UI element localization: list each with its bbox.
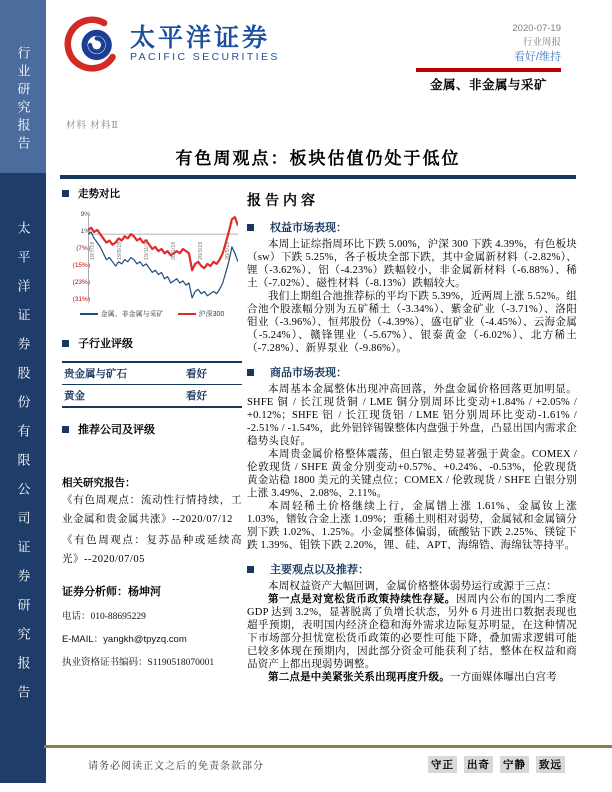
report-date: 2020-07-19 [512,23,561,34]
y-tick: (15%) [72,262,90,269]
footer-motto [428,756,565,773]
breadcrumb: 材料 材料Ⅱ [66,121,119,131]
table-row [62,384,242,406]
motto-word: 致远 [536,756,565,773]
paragraph: 本周上证综指周环比下跌 5.00%，沪深 300 下跌 4.39%，有色板块（sw）下跌 5.25%，各子板块全部下跌，其中金属新材料（-2.82%）、锂（-3.62%）、铝（-4.23%）跌幅较小，非金属新材料（-6.88%）、稀土（-7.02%）、磁性材料（-8.13%）跌幅较大。 [247,239,577,289]
related-reports-heading: 相关研究报告： [62,478,136,489]
y-tick: (7%) [76,245,90,252]
subsector-rating: 看好 [186,369,207,380]
paragraph: 我们上期组合池推荐标的平均下跌 5.39%，近两周上涨 5.52%。组合池个股涨幅分别为五矿稀土（-3.34%）、紫金矿业（-3.71%）、洛阳钼业（-3.96%）、恒邦股份（-4.39%）、盛屯矿业（-4.45%）、云海金属（-5.24%）、赣锋锂业（-5.67%）、银泰黄金（-6.02%）、北方稀土（-7.28%）、新界泵业（-9.86%）。 [247,291,577,354]
related-report-item: 《有色周观点：流动性行情持续，工业金属和贵金属共涨》--2020/07/12 [62,495,242,525]
paragraph: 本周贵金属价格整体震荡，但白银走势显著强于黄金。COMEX / 伦敦现货 / SHFE 黄金分别变动+0.57%、+0.24%、-0.53%，伦敦现货黄金站稳 1800 美元的关键点位；COMEX / 伦敦现货 / SHFE 白银分别上涨 3.49%、2.08%、2.11%。 [247,449,577,499]
sub-rating-heading: 子行业评级 [62,335,242,351]
square-bullet-icon [62,340,69,347]
chart-legend [62,309,242,319]
legend-swatch-hs300 [178,313,196,315]
motto-word: 出奇 [464,756,493,773]
page-title: 有色周观点：板块估值仍处于低位 [175,149,461,168]
square-bullet-icon [247,224,254,231]
analyst-license: 执业资格证书编码：S1190518070001 [62,657,215,668]
industry-rating: 看好/维持 [513,51,561,63]
motto-word: 宁静 [500,756,529,773]
pacific-securities-logo-icon [64,16,120,72]
sidebar-bottom-band [0,173,46,783]
report-type: 行业周报 [522,37,561,48]
paragraph: 第二点是中美紧张关系出现再度升级。一方面媒体曝出白宫考 [268,672,557,683]
report-body [247,190,577,684]
y-tick: (23%) [72,279,90,286]
legend-swatch-metals [80,313,98,315]
subsector-name: 黄金 [64,391,85,402]
table-row [62,363,242,384]
paragraph: 本周轻稀土价格继续上行，金属镨上涨 1.61%、金属钕上涨 1.03%，镨钕合金上涨 1.09%；重稀土则相对弱势，金属铽和金属镝分别下跌 1.02%、1.25%。小金属整体偏弱，硫酸钴下跌 2.25%、镁锭下跌 1.39%、钼铁下跌 2.20%，锂、硅、APT、海绵锆、海绵钛等持平。 [247,501,577,551]
sidebar-top-label: 行业研究报告 [15,46,31,154]
title-divider [60,175,576,179]
section-heading-commodity: 商品市场表现： [247,364,577,380]
legend-item-hs300: 沪深300 [178,309,225,319]
y-tick: (31%) [72,296,90,303]
sector-name: 金属、非金属与采矿 [429,78,547,92]
square-bullet-icon [62,426,69,433]
company-logo [64,16,280,72]
trend-chart [62,207,242,327]
footer-disclaimer: 请务必阅读正文之后的免责条款部分 [88,761,264,772]
paragraph: 本周权益资产大幅回调，金属价格整体弱势运行或源于三点： [268,581,557,592]
logo-chinese-name: 太平洋证券 [130,24,271,52]
legend-item-metals: 金属、非金属与采矿 [80,309,164,319]
recommend-heading: 推荐公司及评级 [62,421,242,437]
sub-rating-table [62,361,242,408]
header-meta [416,22,561,93]
trend-heading: 走势对比 [62,186,242,201]
analyst-heading: 证券分析师：杨坤河 [62,585,161,598]
left-column [62,186,242,668]
sidebar-bottom-label: 太平洋证券股份有限公司证券研究报告 [15,221,31,714]
square-bullet-icon [247,369,254,376]
square-bullet-icon [247,566,254,573]
analyst-email: E-MAIL：yangkh@tpyzq.com [62,633,187,645]
report-content-heading: 报告内容 [247,194,319,209]
related-report-item: 《有色周观点：复苏品种或延续高光》--2020/07/05 [62,534,242,565]
y-tick: 9% [80,211,90,218]
logo-english-name: PACIFIC SECURITIES [130,51,280,63]
motto-word: 守正 [428,756,457,773]
y-tick: 1% [80,228,90,235]
section-heading-equity: 权益市场表现： [247,219,577,235]
paragraph: 第一点是对宽松货币政策持续性存疑。因周内公布的国内二季度 GDP 达到 3.2%，显著脱离了负增长状态，另外 6 月进出口数据表现也超乎预期，表明国内经济企稳和海外需求边际复苏明显，在这种情况下市场部分担忧宽松货币政策的必要性可能下降，叠加需求逻辑可能已较多体现在预期内，因此部分资金可能获利了结，整体在权益和商品资产上都出现弱势调整。 [247,594,577,670]
subsector-name: 贵金属与矿石 [64,369,127,380]
subsector-rating: 看好 [186,391,207,402]
sidebar-top-band [0,0,46,173]
plot-area: 19/7/19 19/9/19 19/11/19 20/1/19 20/3/19 20/5/19 [88,215,238,300]
paragraph: 本周基本金属整体出现冲高回落，外盘金属价格回落更加明显。SHFE 铜 / 长江现货铜 / LME 铜分别周环比变动+1.84% / +2.05% / +0.12%；SHFE 铝 / 长江现货铝 / LME 铝分别周环比变动-1.61% / -2.51% / -1.54%，此外铝锌锡镍整体内盘强于外盘，凸显出国内需求企稳势头良好。 [247,384,577,447]
square-bullet-icon [62,190,69,197]
section-heading-views: 主要观点以及推荐： [247,561,577,577]
analyst-phone: 电话：010-88695229 [62,611,146,622]
footer-divider [44,745,612,748]
red-divider [416,68,561,72]
line-chart-svg [88,215,238,300]
